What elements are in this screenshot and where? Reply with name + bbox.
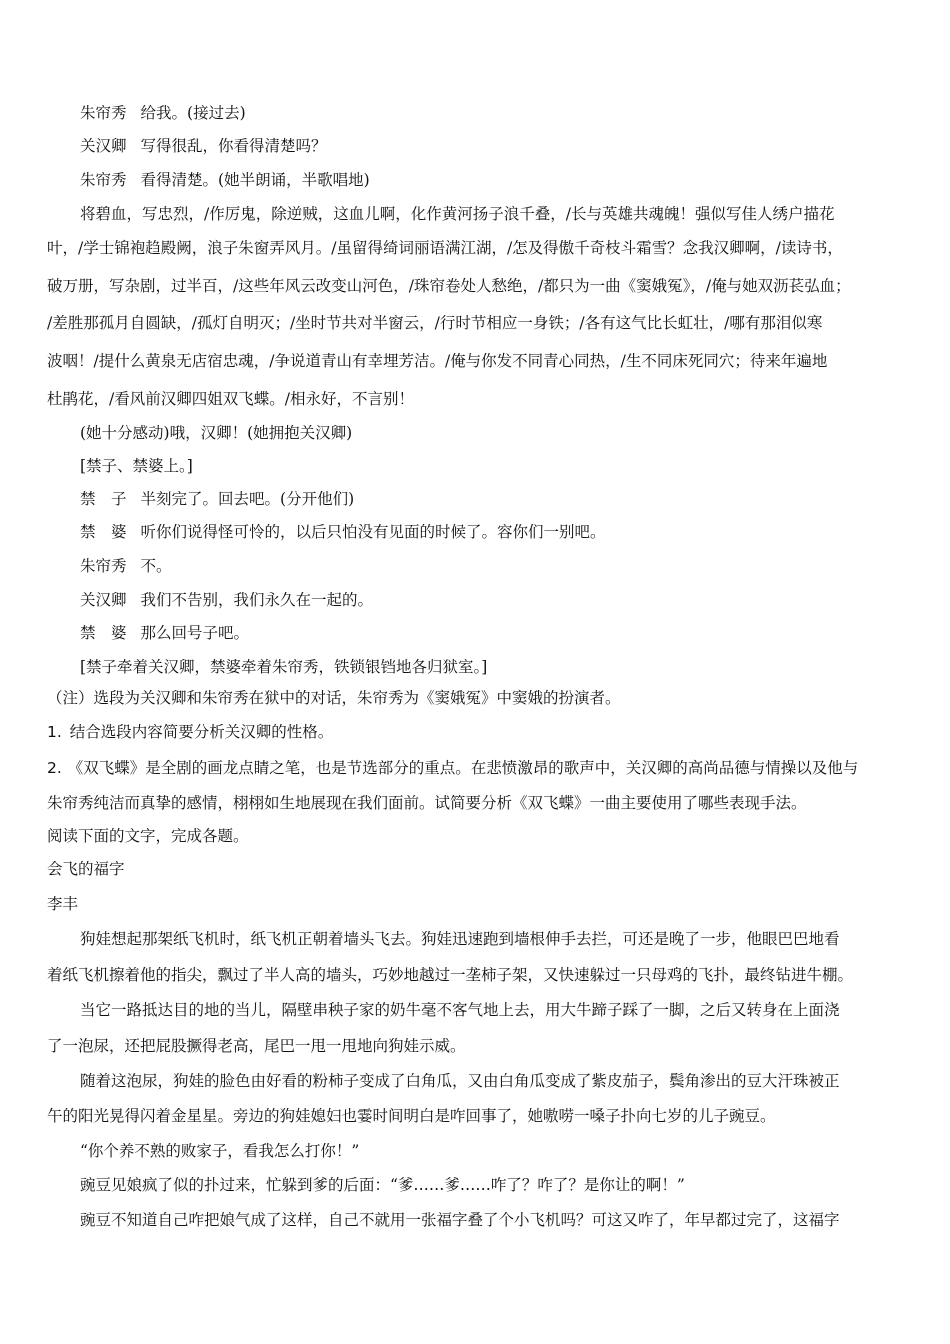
question-text: 结合选段内容简要分析关汉卿的性格。 <box>69 723 334 741</box>
story-paragraph-line: 午的阳光晃得闪着金星星。旁边的狗娃媳妇也霎时间明白是咋回事了，她嗷唠一嗓子扑向七岁的儿子豌豆。 <box>47 1107 776 1125</box>
dialogue-text: 看得清楚。(她半朗诵，半歌唱地) <box>140 171 370 189</box>
dialogue-text: 给我。(接过去) <box>140 104 246 122</box>
story-paragraph-line: 随着这泡尿，狗娃的脸色由好看的粉柿子变成了白角瓜，又由白角瓜变成了紫皮茄子，鬓角渗出的豆大汗珠被正 <box>80 1072 840 1090</box>
dialogue-text: 不。 <box>140 557 172 575</box>
dialogue-text: 我们不告别，我们永久在一起的。 <box>140 591 374 609</box>
dialogue-line <box>80 489 354 509</box>
instruction: 阅读下面的文字，完成各题。 <box>47 827 249 845</box>
dialogue-text: 写得很乱，你看得清楚吗？ <box>140 137 327 155</box>
question-number: 1. <box>47 723 62 741</box>
dialogue-line <box>80 623 249 643</box>
story-paragraph-line: 狗娃想起那架纸飞机时，纸飞机正朝着墙头飞去。狗娃迅速跑到墙根伸手去拦，可还是晚了一步，他眼巴巴地看 <box>80 930 840 948</box>
story-paragraph-line: 着纸飞机擦着他的指尖，飘过了半人高的墙头，巧妙地越过一垄柿子架，又快速躲过一只母鸡的飞扑，最终钻进牛棚。 <box>47 966 854 984</box>
dialogue-line <box>80 136 327 156</box>
song-line: /差胜那孤月自圆缺，/孤灯自明灭；/坐时节共对半窗云，/行时节相应一身铁；/各有这气比长虹壮，/哪有那泪似寒 <box>47 314 823 332</box>
speaker-name: 关汉卿 <box>80 591 127 609</box>
speaker-name: 禁 婆 <box>80 523 127 541</box>
dialogue-line <box>80 103 246 123</box>
song-line: 将碧血，写忠烈，/作厉鬼，除逆贼，这血儿啊，化作黄河扬子浪千叠，/长与英雄共魂魄！强似写佳人绣户描花 <box>80 205 835 223</box>
speaker-name: 关汉卿 <box>80 137 127 155</box>
song-line: 波咽！/提什么黄泉无店宿忠魂，/争说道青山有幸埋芳洁。/俺与你发不同青心同热，/生不同床死同穴；待来年遍地 <box>47 352 828 370</box>
note: （注）选段为关汉卿和朱帘秀在狱中的对话，朱帘秀为《窦娥冤》中窦娥的扮演者。 <box>47 689 621 707</box>
dialogue-text: 半刻完了。回去吧。(分开他们) <box>140 490 355 508</box>
song-line: 叶，/学士锦袍趋殿阙，浪子朱窗弄风月。/虽留得绮词丽语满江湖，/怎及得傲千奇枝斗霜雪？念我汉卿啊，/读诗书， <box>47 239 843 257</box>
story-paragraph-line: 当它一路抵达目的地的当儿，隔壁串秧子家的奶牛毫不客气地上去，用大牛蹄子踩了一脚，之后又转身在上面浇 <box>80 1001 840 1019</box>
question-text-continued: 朱帘秀纯洁而真挚的感情，栩栩如生地展现在我们面前。试简要分析《双飞蝶》一曲主要使用了哪些表现手法。 <box>47 794 807 812</box>
speaker-name: 朱帘秀 <box>80 171 127 189</box>
speaker-name: 朱帘秀 <box>80 104 127 122</box>
story-title: 会飞的福字 <box>47 860 125 878</box>
stage-direction: [禁子牵着关汉卿，禁婆牵着朱帘秀，铁锁银铛地各归狱室。] <box>80 658 488 676</box>
speaker-name: 禁 子 <box>80 490 127 508</box>
story-paragraph-line: “你个养不熟的败家子，看我怎么打你！” <box>80 1142 360 1160</box>
stage-action: (她十分感动)哦，汉卿！(她拥抱关汉卿) <box>80 424 353 442</box>
speaker-name: 禁 婆 <box>80 624 127 642</box>
question-2 <box>47 758 858 778</box>
dialogue-line <box>80 556 172 576</box>
dialogue-line <box>80 522 606 542</box>
dialogue-text: 听你们说得怪可怜的，以后只怕没有见面的时候了。容你们一别吧。 <box>140 523 606 541</box>
dialogue-line <box>80 590 373 610</box>
speaker-name: 朱帘秀 <box>80 557 127 575</box>
question-number: 2. <box>47 759 62 777</box>
song-line: 杜鹃花，/看风前汉卿四姐双飞蝶。/相永好，不言别！ <box>47 390 414 408</box>
stage-direction: [禁子、禁婆上。] <box>80 457 193 475</box>
dialogue-line <box>80 170 370 190</box>
song-line: 破万册，写杂剧，过半百，/这些年风云改变山河色，/珠帘卷处人愁绝，/都只为一曲《窦娥冤》，/俺与她双沥苌弘血； <box>47 277 851 295</box>
story-author: 李丰 <box>47 895 79 913</box>
story-paragraph-line: 了一泡尿，还把屁股撅得老高，尾巴一甩一甩地向狗娃示威。 <box>47 1037 466 1055</box>
question-1 <box>47 722 333 742</box>
dialogue-text: 那么回号子吧。 <box>140 624 250 642</box>
question-text: 《双飞蝶》是全剧的画龙点睛之笔，也是节选部分的重点。在悲愤激昂的歌声中，关汉卿的高尚品德与情操以及他与 <box>67 759 859 777</box>
story-paragraph-line: 豌豆不知道自己咋把娘气成了这样，自己不就用一张福字叠了个小飞机吗？可这又咋了，年早都过完了，这福字 <box>80 1211 840 1229</box>
story-paragraph-line: 豌豆见娘疯了似的扑过来，忙躲到爹的后面：“爹……爹……咋了？咋了？是你让的啊！” <box>80 1176 685 1194</box>
